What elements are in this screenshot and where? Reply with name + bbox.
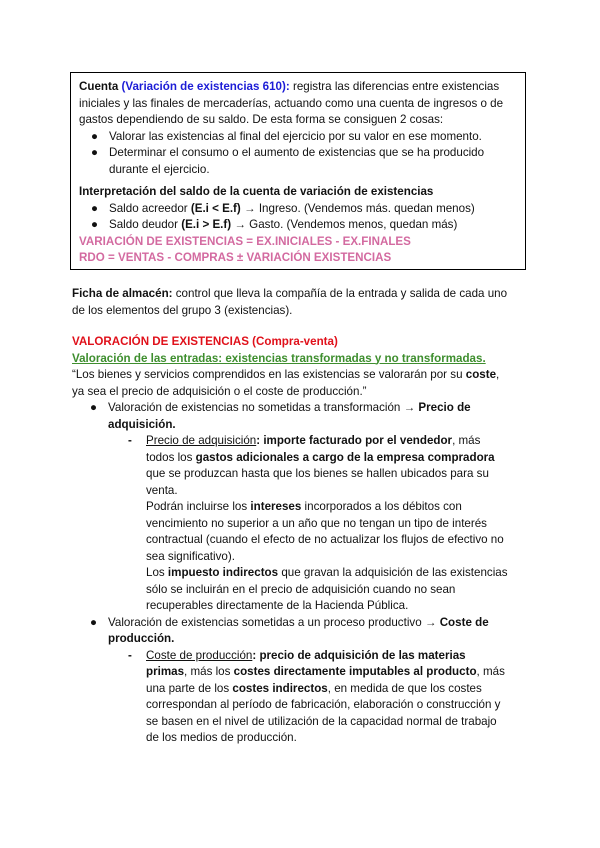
definition-text: que gravan la adquisición de las existencias	[278, 566, 508, 579]
impuestos-line	[72, 565, 532, 582]
sub-item-precio-adquisicion	[72, 433, 532, 450]
list-item-text: Valoración de existencias no sometidas a transformación →	[108, 401, 419, 414]
ficha-label: Ficha de almacén:	[72, 287, 173, 300]
cuenta-line	[79, 79, 517, 96]
bullet-icon: ●	[91, 146, 99, 159]
definition-text: , más	[452, 434, 481, 447]
definition-line: de los medios de producción.	[146, 731, 297, 744]
list-item	[79, 217, 517, 234]
saldo-acreedor-condition: (E.i < E.f)	[190, 201, 241, 215]
bullet-icon: ●	[91, 218, 99, 231]
section-subtitle: Valoración de las entradas: existencias transformadas y no transformadas.	[72, 351, 486, 365]
definition-bold: gastos adicionales a cargo de la empresa compradora	[195, 450, 495, 464]
list-item	[72, 400, 532, 417]
sub-item-label: Coste de producción	[146, 648, 253, 662]
formula-variacion: VARIACIÓN DE EXISTENCIAS = EX.INICIALES - EX.FINALES	[79, 234, 411, 248]
intro-line: iniciales y las finales de mercaderías, actuando como una cuenta de ingresos o de	[79, 96, 504, 110]
definition-line	[72, 681, 532, 698]
definition-bold: intereses	[250, 500, 302, 513]
colon: :	[252, 648, 260, 662]
bullet-icon: ●	[91, 201, 99, 215]
list-item-text: Valoración de existencias sometidas a un proceso productivo →	[108, 615, 440, 629]
definition-bold: impuesto indirectos	[167, 566, 279, 579]
definition-text: todos los	[146, 450, 196, 464]
ficha-text: control que lleva la compañía de la entrada y salida de cada uno	[172, 287, 508, 300]
quote-text: “Los bienes y servicios comprendidos en las existencias se valorarán por su	[72, 368, 466, 381]
definition-text: Podrán incluirse los	[146, 500, 251, 513]
definition-line: sólo se incluirán en el precio de adquisición cuando no sean	[146, 582, 456, 596]
list-item-keyword: Coste de	[439, 615, 489, 629]
definition-text: incorporados a los débitos con	[301, 500, 462, 513]
definition-bold: costes directamente imputables al producto	[233, 665, 477, 678]
list-item-continuation: durante el ejercicio.	[109, 162, 210, 176]
definition-line: recuperables directamente de la Hacienda Pública.	[146, 599, 409, 612]
formula-resultado: RDO = VENTAS - COMPRAS ± VARIACIÓN EXISTENCIAS	[79, 251, 392, 264]
ficha-line: de los elementos del grupo 3 (existencias).	[72, 303, 293, 317]
definition-text: Los	[146, 566, 168, 579]
definition-text: , más los	[184, 665, 234, 678]
definition-line: que se produzcan hasta que los bienes se hallen ubicados para su	[146, 467, 489, 480]
saldo-acreedor-label: Saldo acreedor	[109, 201, 191, 215]
cuenta-name: (Variación de existencias 610):	[121, 80, 290, 93]
bullet-icon: ●	[90, 615, 98, 629]
definition-text: una parte de los	[146, 681, 233, 695]
definition-bold: precio de adquisición de las materias	[259, 648, 466, 662]
definition-text: , más	[476, 665, 505, 678]
quote-line: ya sea el precio de adquisición o el coste de producción.”	[72, 384, 367, 398]
quote-text: ,	[496, 368, 500, 381]
ficha-almacen-section	[72, 286, 532, 319]
interpretation-heading: Interpretación del saldo de la cuenta de variación de existencias	[79, 185, 434, 198]
bullet-icon: ●	[90, 401, 98, 414]
list-item-text: Determinar el consumo o el aumento de existencias que se ha producido	[109, 146, 485, 159]
definition-box	[70, 72, 526, 270]
definition-bold: primas	[146, 665, 185, 678]
dash-icon: -	[128, 434, 132, 447]
list-item	[72, 615, 532, 632]
definition-line: contractual (cuando el efecto de no actualizar los flujos de efectivo no	[146, 533, 504, 546]
sub-item-coste-produccion	[72, 648, 532, 665]
list-item-continuation: producción.	[108, 632, 175, 645]
definition-line: se basen en el nivel de utilización de la capacidad normal de trabajo	[146, 714, 497, 728]
definition-bold: importe facturado por el vendedor	[263, 434, 453, 447]
list-item-keyword: Precio de	[418, 401, 471, 414]
quote-keyword: coste	[465, 368, 497, 381]
sub-item-label: Precio de adquisición	[146, 434, 257, 447]
list-item-text: Valorar las existencias al final del ejercicio por su valor en ese momento.	[109, 129, 482, 143]
intro-text: registra las diferencias entre existencias	[289, 80, 500, 93]
definition-bold: costes indirectos	[232, 681, 328, 695]
bullet-icon: ●	[91, 129, 99, 143]
list-item	[79, 129, 517, 146]
colon: :	[256, 434, 264, 447]
valoracion-section	[72, 334, 532, 747]
definition-line	[72, 450, 532, 467]
saldo-deudor-condition: (E.i > E.f)	[181, 218, 232, 231]
saldo-acreedor-result: → Ingreso. (Vendemos más. quedan menos)	[240, 201, 475, 215]
intro-line: gastos dependiendo de su saldo. De esta forma se consiguen 2 cosas:	[79, 113, 444, 126]
list-item	[79, 145, 517, 162]
dash-icon: -	[128, 648, 132, 662]
definition-line: sea significativo).	[146, 549, 235, 563]
quote-line	[72, 367, 532, 384]
saldo-deudor-result: → Gasto. (Vendemos menos, quedan más)	[231, 218, 458, 231]
saldo-deudor-label: Saldo deudor	[109, 218, 182, 231]
definition-line: correspondan al período de fabricación, elaboración o construcción y	[146, 698, 501, 711]
definition-text: , en medida de que los costes	[327, 681, 482, 695]
cuenta-label: Cuenta	[79, 80, 119, 93]
definition-line: vencimiento no superior a un año que no tengan un tipo de interés	[146, 516, 487, 530]
definition-line: venta.	[146, 483, 178, 497]
intereses-line	[72, 499, 532, 516]
list-item	[79, 201, 517, 218]
definition-line	[72, 664, 532, 681]
ficha-line	[72, 286, 532, 303]
section-title: VALORACIÓN DE EXISTENCIAS (Compra-venta)	[72, 335, 338, 348]
list-item-continuation: adquisición.	[108, 417, 176, 431]
